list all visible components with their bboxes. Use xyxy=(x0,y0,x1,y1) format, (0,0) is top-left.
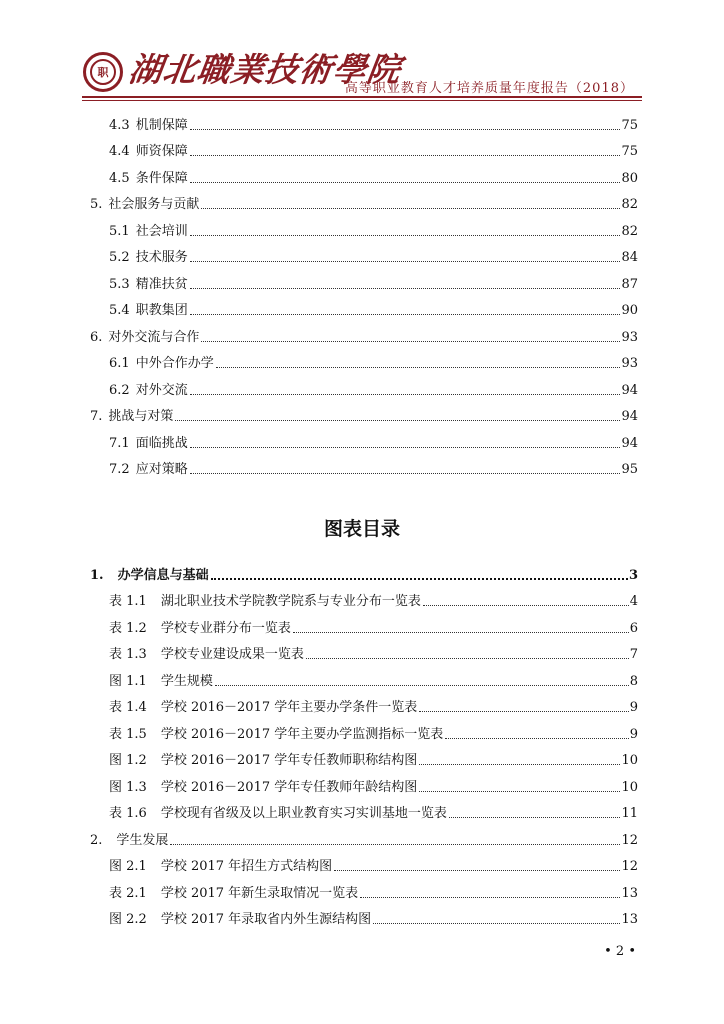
toc-entry-label: 职教集团 xyxy=(135,303,188,318)
toc-entry-number: 5.2 xyxy=(109,250,130,265)
toc-entry-label: 学校 2016－2017 学年主要办学条件一览表 xyxy=(160,700,418,715)
toc-entry-label: 师资保障 xyxy=(135,144,188,159)
toc-entry[interactable] xyxy=(82,133,638,160)
toc-entry-label: 机制保障 xyxy=(135,117,188,133)
toc-entry-page: 75 xyxy=(621,117,638,133)
toc-entry[interactable] xyxy=(82,345,638,372)
toc-entry-label: 条件保障 xyxy=(135,170,188,186)
toc-entry-page: 84 xyxy=(621,250,638,265)
toc-entry-page: 94 xyxy=(621,409,638,424)
toc-entry-label: 挑战与对策 xyxy=(108,409,174,424)
toc-entry-label: 学校专业群分布一览表 xyxy=(160,620,291,636)
dot-leader xyxy=(360,896,620,898)
toc-entry-page: 9 xyxy=(629,726,638,742)
toc-entry-number: 5. xyxy=(90,197,103,212)
toc-entry-label: 应对策略 xyxy=(135,462,188,477)
toc-entry[interactable] xyxy=(82,715,638,742)
toc-entry[interactable] xyxy=(82,768,638,795)
dot-leader xyxy=(190,181,621,183)
toc-entry[interactable] xyxy=(82,106,638,133)
dot-leader xyxy=(449,816,621,818)
dot-leader xyxy=(293,631,629,633)
toc-entry-page: 7 xyxy=(629,647,638,662)
seal-inner: 职 xyxy=(90,59,116,85)
toc-entry-number: 4.4 xyxy=(109,144,130,159)
toc-entry-page: 10 xyxy=(621,779,638,795)
toc-entry-number: 表 1.5 xyxy=(109,726,147,742)
dot-leader xyxy=(419,763,620,765)
dot-leader xyxy=(170,843,620,845)
toc-entry-page: 90 xyxy=(621,303,638,318)
dot-leader xyxy=(190,446,621,448)
toc-entry-label: 中外合作办学 xyxy=(135,356,214,371)
toc-entry-number: 图 2.2 xyxy=(109,912,147,927)
dot-leader xyxy=(175,419,620,421)
toc-entry-number: 表 1.6 xyxy=(109,806,147,821)
toc-entry-label: 学校专业建设成果一览表 xyxy=(160,647,304,662)
dot-leader xyxy=(190,128,621,130)
toc-entry-page: 87 xyxy=(621,276,638,292)
dot-leader xyxy=(306,657,629,659)
dot-leader xyxy=(334,869,620,871)
toc-entry-number: 图 2.1 xyxy=(109,859,147,874)
toc-entry-page: 11 xyxy=(621,806,638,821)
dot-leader xyxy=(201,340,620,342)
toc-entry-number: 表 1.3 xyxy=(109,647,147,662)
dot-leader xyxy=(190,234,621,236)
toc-entry-number: 5.3 xyxy=(109,276,130,292)
toc-entry-page: 94 xyxy=(621,382,638,398)
toc-entry[interactable] xyxy=(82,186,638,213)
toc-entry-number: 表 1.4 xyxy=(109,700,147,715)
school-seal-logo xyxy=(83,52,123,92)
figures-table-of-contents xyxy=(82,556,638,927)
toc-entry-label: 学校现有省级及以上职业教育实习实训基地一览表 xyxy=(160,806,447,821)
toc-entry-number: 表 2.1 xyxy=(109,885,147,901)
toc-entry[interactable] xyxy=(82,795,638,822)
toc-entry-page: 12 xyxy=(621,859,638,874)
toc-entry-label: 湖北职业技术学院教学院系与专业分布一览表 xyxy=(160,594,421,609)
dot-leader xyxy=(190,154,621,156)
toc-entry[interactable] xyxy=(82,398,638,425)
figures-index-title: 图表目录 xyxy=(323,518,400,540)
dot-leader xyxy=(215,684,629,686)
dot-leader xyxy=(216,366,621,368)
toc-entry[interactable] xyxy=(82,265,638,292)
toc-entry-number: 6. xyxy=(90,329,103,345)
toc-entry-label: 对外交流 xyxy=(135,382,188,398)
toc-entry-page: 82 xyxy=(621,197,638,212)
toc-entry[interactable] xyxy=(82,662,638,689)
toc-entry-number: 1. xyxy=(90,567,104,583)
toc-entry-label: 技术服务 xyxy=(135,250,188,265)
toc-entry-page: 95 xyxy=(621,462,638,477)
toc-entry[interactable] xyxy=(82,901,638,928)
toc-entry-page: 13 xyxy=(621,912,638,927)
toc-entry-label: 学校 2017 年新生录取情况一览表 xyxy=(160,885,359,901)
toc-entry[interactable] xyxy=(82,371,638,398)
toc-entry[interactable] xyxy=(82,874,638,901)
page-header xyxy=(0,0,724,100)
toc-entry-number: 5.4 xyxy=(109,303,130,318)
toc-entry[interactable] xyxy=(82,609,638,636)
toc-entry-label: 对外交流与合作 xyxy=(108,329,200,345)
toc-entry-label: 社会服务与贡献 xyxy=(108,197,200,212)
dot-leader xyxy=(419,710,628,712)
page-number: • 2 • xyxy=(604,944,636,959)
toc-entry-label: 学校 2016－2017 学年专任教师职称结构图 xyxy=(160,753,418,768)
toc-entry-page: 75 xyxy=(621,144,638,159)
toc-entry-number: 图 1.1 xyxy=(109,673,147,689)
toc-entry-number: 5.1 xyxy=(109,223,130,239)
toc-entry[interactable] xyxy=(82,318,638,345)
toc-entry[interactable] xyxy=(82,159,638,186)
toc-entry-label: 学校 2016－2017 学年主要办学监测指标一览表 xyxy=(160,726,444,742)
toc-entry-page: 10 xyxy=(621,753,638,768)
toc-entry[interactable] xyxy=(82,212,638,239)
dot-leader xyxy=(419,790,620,792)
school-name-logo: 湖北職業技術學院 xyxy=(126,50,404,89)
toc-entry-label: 面临挑战 xyxy=(135,435,188,451)
toc-entry-page: 80 xyxy=(621,170,638,186)
toc-entry-page: 4 xyxy=(629,594,638,609)
header-divider-thin xyxy=(82,100,642,101)
toc-entry[interactable] xyxy=(82,451,638,478)
toc-entry-page: 12 xyxy=(621,832,638,848)
header-divider xyxy=(82,96,642,98)
toc-entry-page: 93 xyxy=(621,356,638,371)
toc-entry[interactable] xyxy=(82,583,638,610)
toc-entry-page: 82 xyxy=(621,223,638,239)
toc-entry-page: 3 xyxy=(628,567,638,583)
toc-entry[interactable] xyxy=(82,689,638,716)
toc-entry-page: 6 xyxy=(629,620,638,636)
toc-entry-number: 表 1.1 xyxy=(109,594,147,609)
dot-leader xyxy=(423,604,629,606)
dot-leader xyxy=(190,313,621,315)
toc-entry-number: 2. xyxy=(90,832,103,848)
dot-leader xyxy=(190,393,621,395)
toc-entry[interactable] xyxy=(82,556,638,583)
toc-entry-label: 学校 2016－2017 学年专任教师年龄结构图 xyxy=(160,779,418,795)
toc-entry[interactable] xyxy=(82,848,638,875)
toc-entry-number: 7.2 xyxy=(109,462,130,477)
toc-entry-number: 4.3 xyxy=(109,117,130,133)
dot-leader xyxy=(201,207,620,209)
toc-entry-page: 94 xyxy=(621,435,638,451)
toc-entry-page: 93 xyxy=(621,329,638,345)
toc-entry-number: 4.5 xyxy=(109,170,130,186)
toc-entry[interactable] xyxy=(82,821,638,848)
dot-leader xyxy=(190,287,621,289)
toc-entry-label: 学生规模 xyxy=(160,673,213,689)
toc-entry-label: 社会培训 xyxy=(135,223,188,239)
dot-leader xyxy=(190,472,621,474)
table-of-contents xyxy=(82,106,638,477)
toc-entry-page: 9 xyxy=(629,700,638,715)
toc-entry[interactable] xyxy=(82,742,638,769)
dot-leader xyxy=(373,922,620,924)
toc-entry-number: 图 1.3 xyxy=(109,779,147,795)
dot-leader xyxy=(190,260,621,262)
toc-entry[interactable] xyxy=(82,292,638,319)
toc-entry[interactable] xyxy=(82,636,638,663)
toc-entry-number: 7.1 xyxy=(109,435,130,451)
toc-entry-number: 图 1.2 xyxy=(109,753,147,768)
dot-leader xyxy=(211,577,628,580)
toc-entry-number: 6.2 xyxy=(109,382,130,398)
toc-entry-number: 6.1 xyxy=(109,356,130,371)
toc-entry-label: 学生发展 xyxy=(116,832,169,848)
toc-entry[interactable] xyxy=(82,424,638,451)
toc-entry-label: 精准扶贫 xyxy=(135,276,188,292)
toc-entry-label: 学校 2017 年录取省内外生源结构图 xyxy=(160,912,372,927)
toc-entry[interactable] xyxy=(82,239,638,266)
toc-entry-page: 13 xyxy=(621,885,638,901)
toc-entry-label: 办学信息与基础 xyxy=(117,567,209,583)
toc-entry-label: 学校 2017 年招生方式结构图 xyxy=(160,859,333,874)
dot-leader xyxy=(445,737,628,739)
toc-entry-number: 表 1.2 xyxy=(109,620,147,636)
toc-entry-number: 7. xyxy=(90,409,103,424)
report-title: 高等职业教育人才培养质量年度报告（2018） xyxy=(344,81,634,96)
toc-entry-page: 8 xyxy=(629,673,638,689)
